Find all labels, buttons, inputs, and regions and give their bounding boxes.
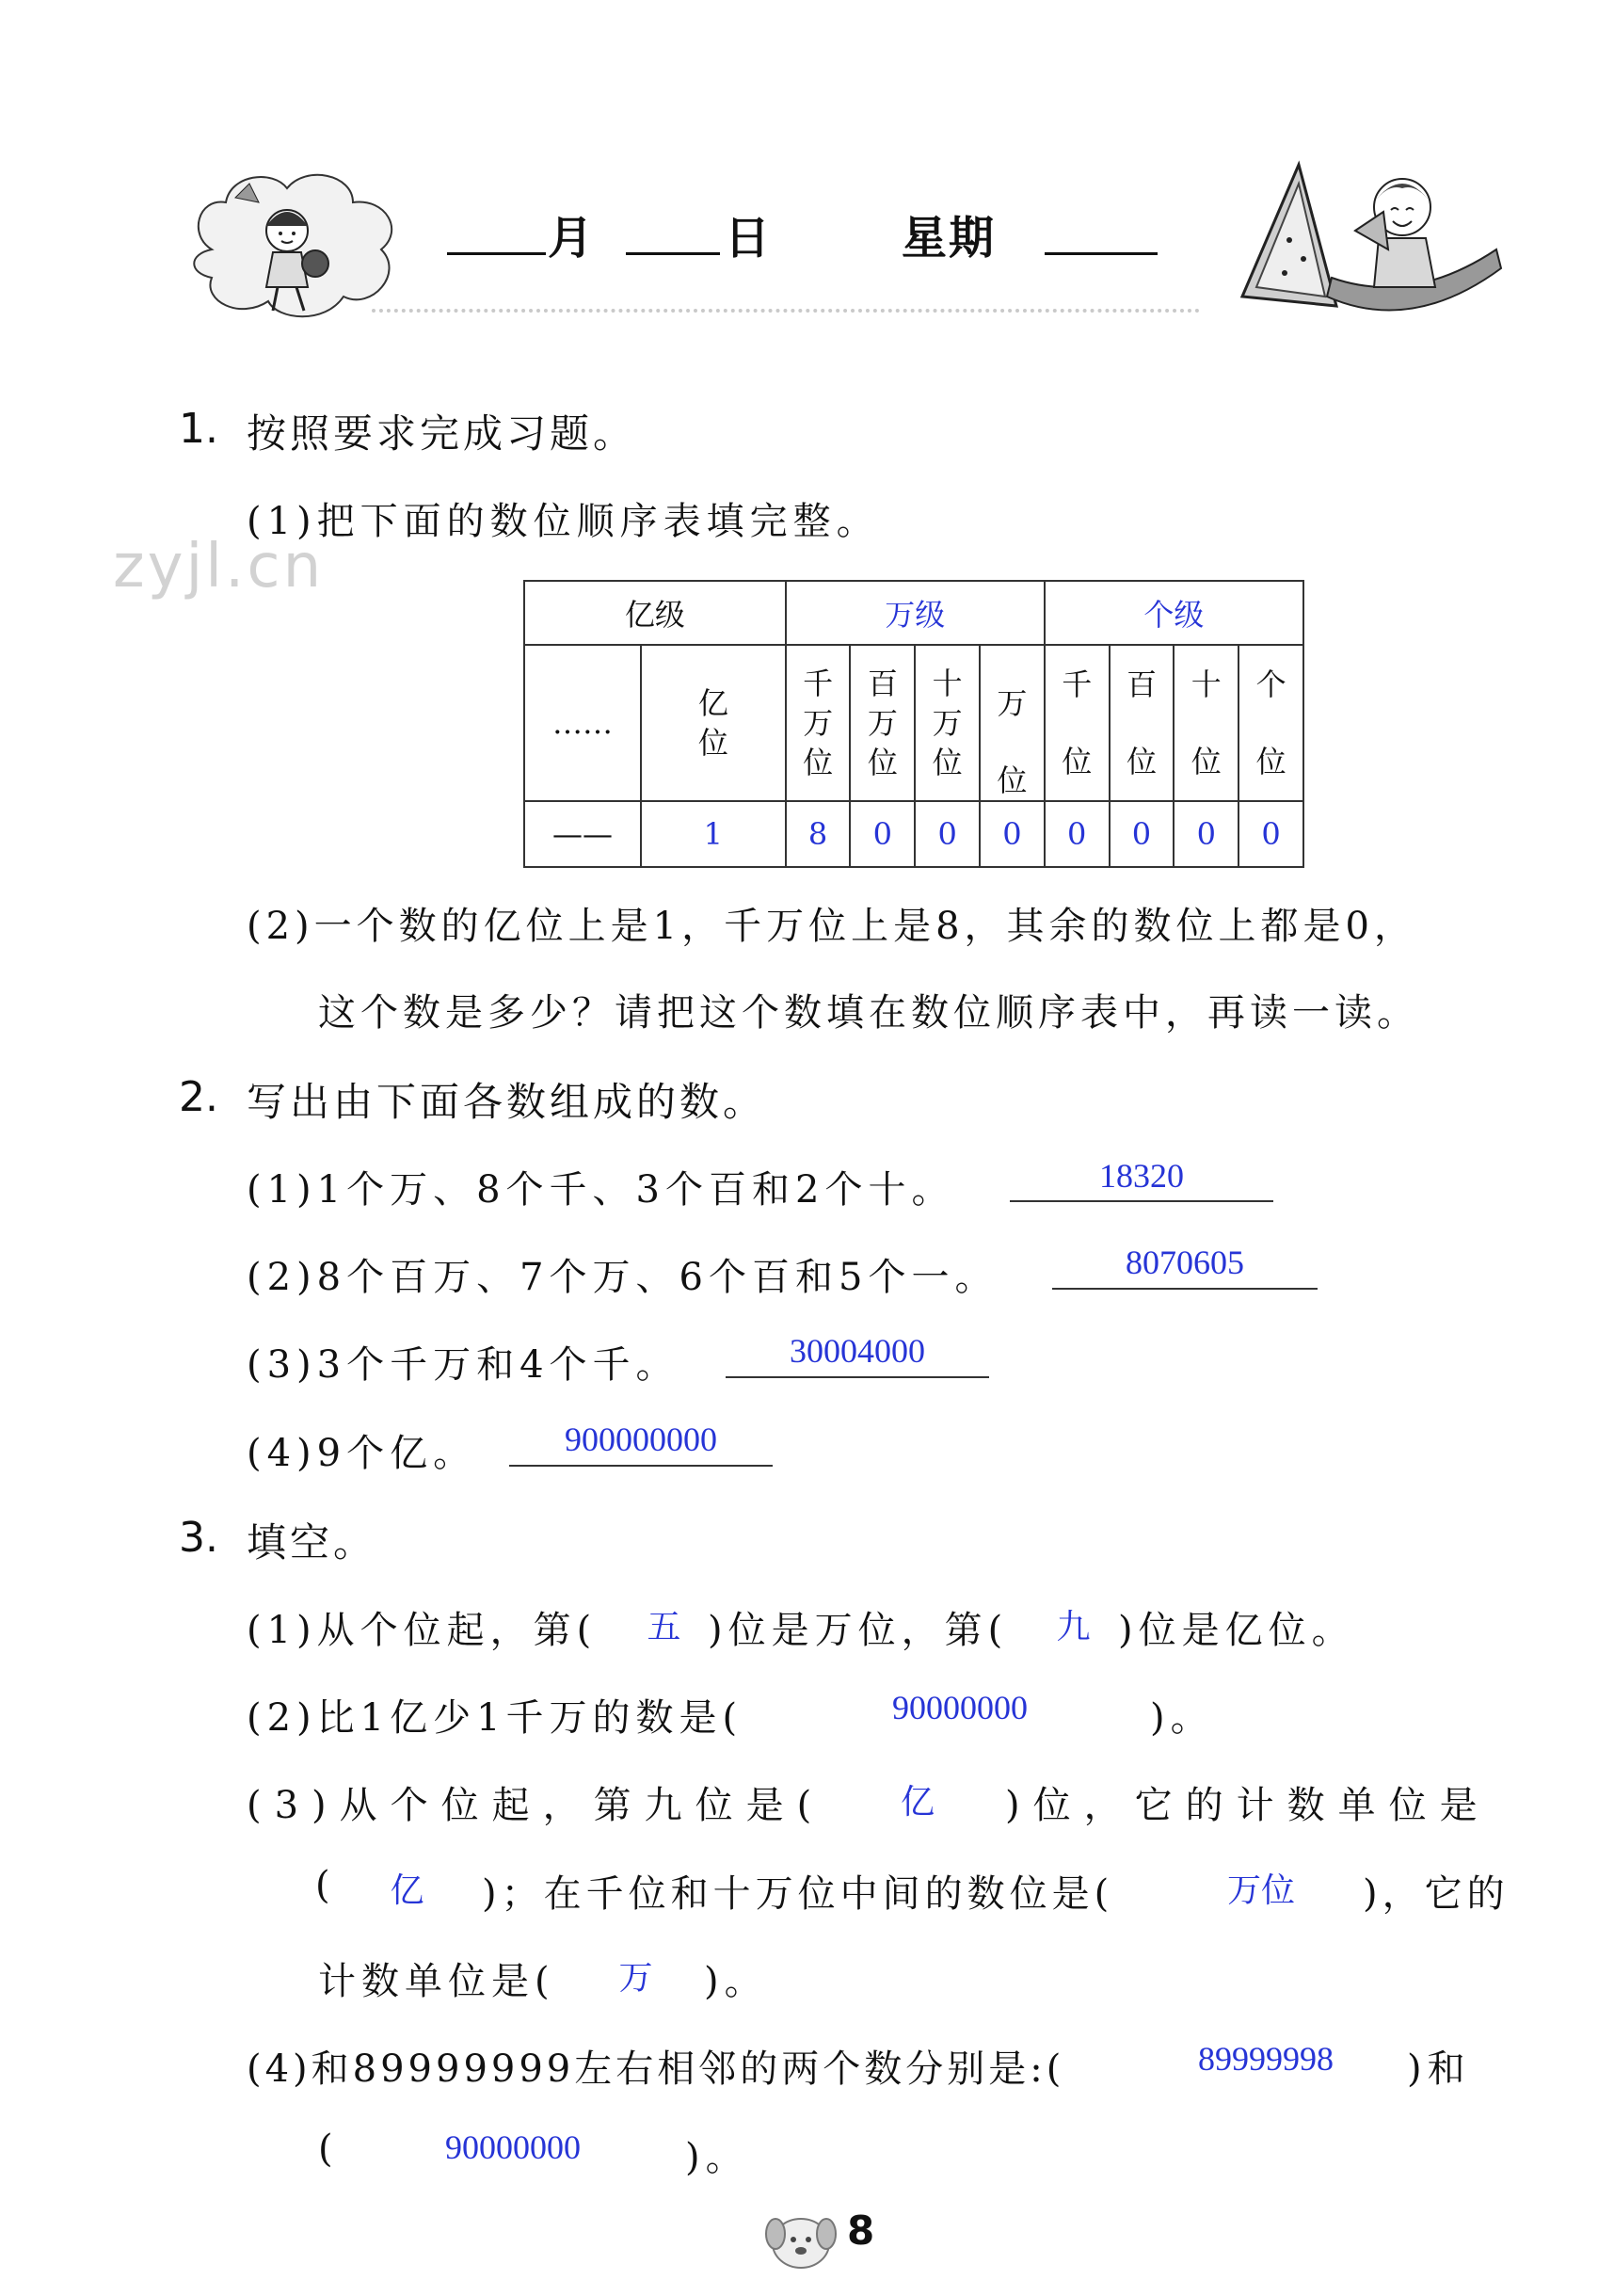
q3-s4-l2a: ( [318, 2127, 339, 2171]
q3-s4-l1a: (4)和89999999左右相邻的两个数分别是:( [247, 2047, 1065, 2091]
q2-item-1: (1)1个万、8个千、3个百和2个十。 [247, 1168, 955, 1212]
q1-sub2-line2: 这个数是多少？请把这个数填在数位顺序表中，再读一读。 [318, 991, 1419, 1035]
q3-s3-l1b: )位，它的计数单位是 [1005, 1784, 1491, 1827]
q3-s1-b: )位是万位，第( [708, 1609, 1009, 1652]
q2-answer-3: 30004000 [790, 1332, 925, 1370]
place-baiwan: 百 万 位 [850, 645, 915, 801]
q2-number: 2. [179, 1073, 218, 1121]
q3-s1-c: )位是亿位。 [1118, 1609, 1355, 1652]
q3-s3-answer-2[interactable]: 亿 [390, 1871, 424, 1909]
q3-s3-l3b: )。 [704, 1960, 768, 2003]
q3-s4-l2b: )。 [685, 2136, 749, 2179]
q3-title: 填空。 [247, 1519, 377, 1565]
q3-s3-answer-3[interactable]: 万位 [1226, 1871, 1295, 1909]
group-yi: 亿级 [524, 581, 786, 645]
q3-s3-answer-4[interactable]: 万 [618, 1959, 653, 1997]
place-ge: 个 位 [1238, 645, 1303, 801]
girl-watermelon-illustration [1223, 155, 1506, 325]
q3-s2-answer[interactable]: 90000000 [892, 1689, 1028, 1726]
q3-s2-a: (2)比1亿少1千万的数是( [247, 1696, 743, 1740]
q2-answer-line-1[interactable] [1010, 1200, 1273, 1202]
q2-answer-line-3[interactable] [726, 1376, 989, 1378]
q1-sub1: (1)把下面的数位顺序表填完整。 [247, 500, 880, 543]
q3-s3-l3a: 计数单位是( [318, 1960, 555, 2003]
digit-cell[interactable]: 0 [1238, 801, 1303, 867]
table-ellipsis: …… [524, 645, 641, 801]
q1-number: 1. [179, 405, 218, 453]
q3-s4-answer-1[interactable]: 89999998 [1198, 2040, 1334, 2078]
q2-title: 写出由下面各数组成的数。 [247, 1079, 767, 1125]
q2-item-2: (2)8个百万、7个万、6个百和5个一。 [247, 1256, 999, 1299]
month-blank[interactable] [447, 252, 546, 255]
day-label: 日 [725, 212, 773, 265]
place-wan: 万 位 [980, 645, 1045, 801]
q3-s1-a: (1)从个位起，第( [247, 1609, 598, 1652]
page-number: 8 [847, 2208, 875, 2254]
q2-answer-line-2[interactable] [1052, 1288, 1318, 1290]
q3-s3-answer-1[interactable]: 亿 [900, 1783, 935, 1821]
weekday-label: 星期 [902, 212, 997, 265]
q3-s3-l2a: ( [315, 1864, 336, 1907]
place-shiwan: 十 万 位 [915, 645, 980, 801]
q3-s3-l2c: )，它的 [1363, 1872, 1510, 1916]
q2-answer-line-4[interactable] [509, 1465, 773, 1467]
q3-s3-l1a: (3)从个位起，第九位是( [247, 1784, 825, 1827]
q3-s4-answer-2[interactable]: 90000000 [445, 2128, 581, 2166]
place-yi: 亿 位 [641, 645, 786, 801]
q3-s1-answer-1[interactable]: 五 [647, 1608, 681, 1646]
day-blank[interactable] [626, 252, 720, 255]
place-shi: 十 位 [1174, 645, 1238, 801]
month-label: 月 [548, 212, 596, 265]
q3-number: 3. [179, 1514, 218, 1562]
place-value-table [523, 580, 1304, 868]
header-divider [372, 309, 1200, 313]
q2-answer-4: 900000000 [565, 1421, 717, 1458]
q3-s4-l1b: )和 [1407, 2047, 1471, 2091]
q2-item-4: (4)9个亿。 [247, 1432, 477, 1475]
place-qianwan: 千 万 位 [786, 645, 851, 801]
q2-item-3: (3)3个千万和4个千。 [247, 1343, 679, 1387]
girl-cloud-illustration [184, 160, 409, 329]
q2-answer-2: 8070605 [1126, 1244, 1244, 1281]
digit-cell[interactable]: 0 [1174, 801, 1238, 867]
dog-icon [759, 2198, 843, 2273]
table-dash: —— [524, 801, 641, 867]
group-ge: 个级 [1045, 581, 1303, 645]
q3-s1-answer-2[interactable]: 九 [1056, 1608, 1091, 1646]
digit-cell[interactable]: 1 [641, 801, 786, 867]
q3-s3-l2b: )；在千位和十万位中间的数位是( [482, 1872, 1114, 1916]
digit-cell[interactable]: 0 [980, 801, 1045, 867]
q2-answer-1: 18320 [1099, 1157, 1184, 1195]
digit-cell[interactable]: 0 [915, 801, 980, 867]
digit-cell[interactable]: 0 [1110, 801, 1175, 867]
q1-title: 按照要求完成习题。 [247, 410, 637, 457]
weekday-blank[interactable] [1045, 252, 1158, 255]
place-qian: 千 位 [1045, 645, 1110, 801]
digit-cell[interactable]: 8 [786, 801, 851, 867]
q1-sub2-line1: (2)一个数的亿位上是1，千万位上是8，其余的数位上都是0， [247, 905, 1417, 948]
digit-cell[interactable]: 0 [1045, 801, 1110, 867]
watermark-text: zyjl.cn [113, 532, 325, 602]
group-wan: 万级 [786, 581, 1045, 645]
place-bai: 百 位 [1110, 645, 1175, 801]
digit-cell[interactable]: 0 [850, 801, 915, 867]
q3-s2-b: )。 [1150, 1696, 1214, 1740]
